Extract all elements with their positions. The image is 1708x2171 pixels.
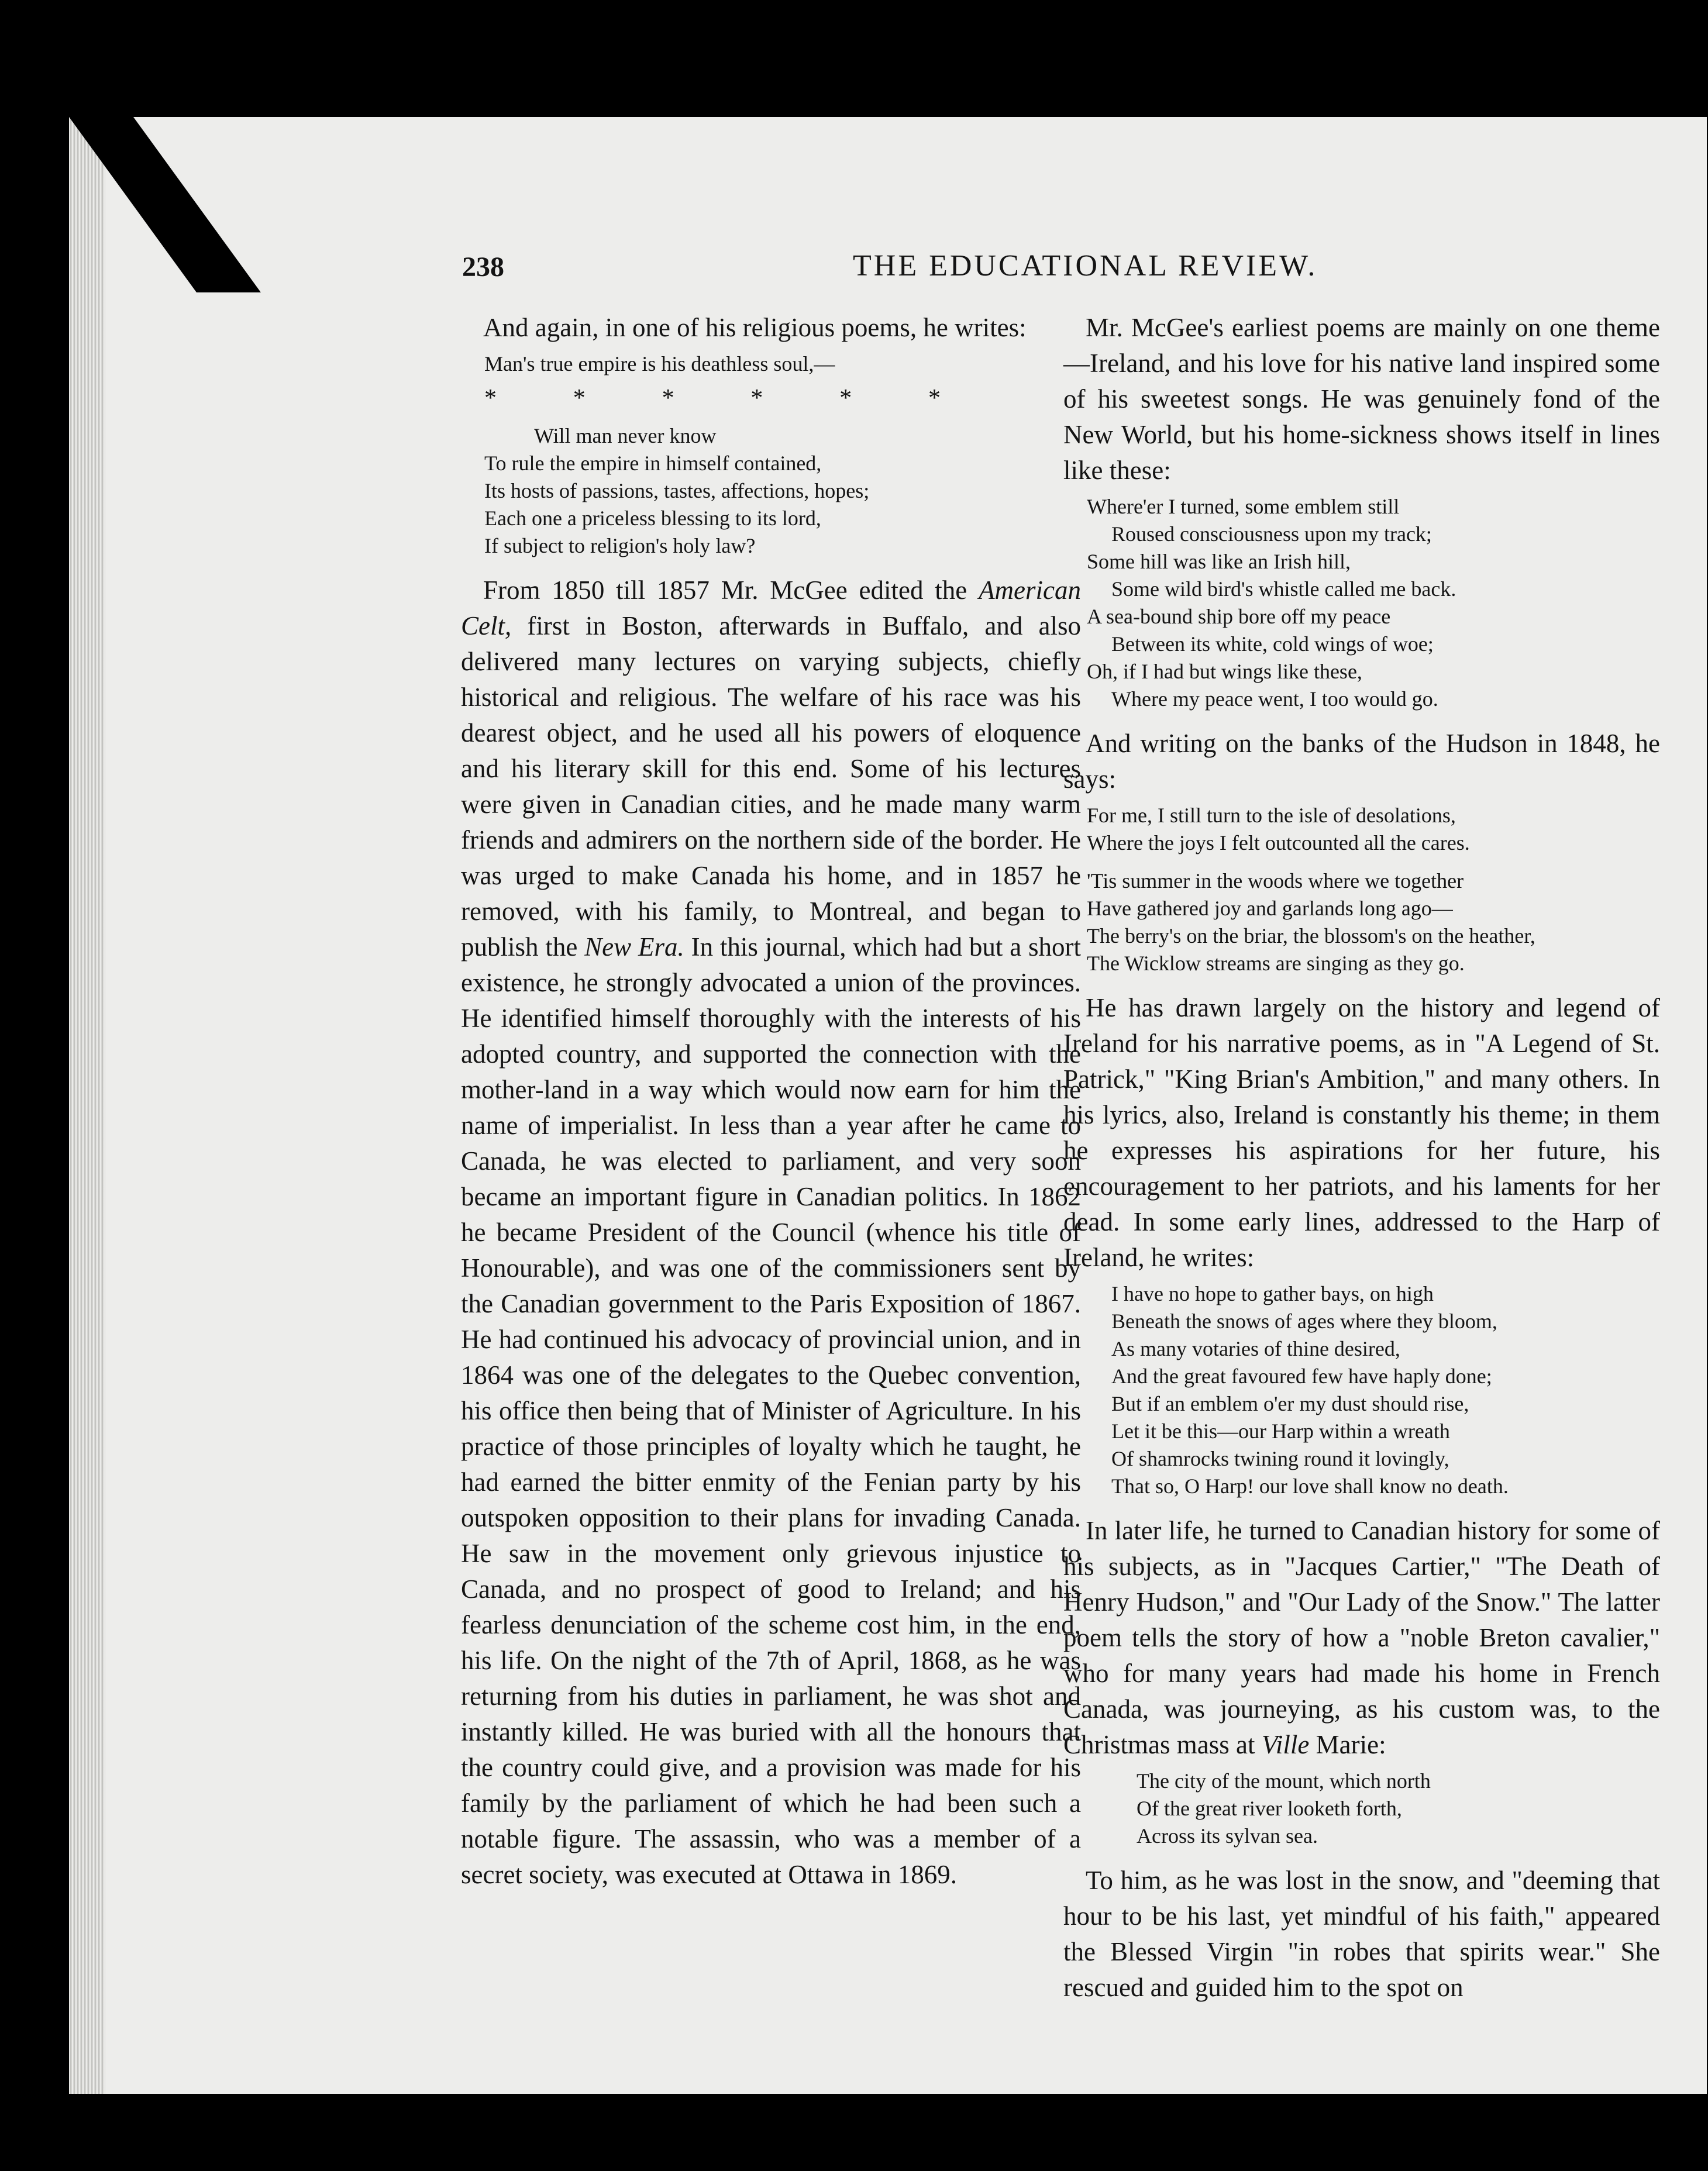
star: *	[662, 385, 674, 412]
stanza-gap	[1063, 857, 1660, 867]
early-poems-paragraph: Mr. McGee's earliest poems are mainly on one theme—Ireland, and his love for his native land inspired some of his sweetest songs. He was genuinely fond of the New World, but his home-sickness shows itself in lines like these:	[1063, 313, 1660, 485]
poem-line: As many votaries of thine desired,	[1111, 1337, 1400, 1360]
star: *	[573, 385, 586, 412]
newspaper-title: American Celt,	[461, 576, 1082, 640]
poem-line: The berry's on the briar, the blossom's on the heather,	[1087, 924, 1535, 947]
poem-line: Where'er I turned, some emblem still	[1087, 495, 1400, 518]
intro-paragraph: And again, in one of his religious poems, he writes:	[483, 313, 1027, 342]
poem-line: The city of the mount, which north	[1137, 1769, 1431, 1793]
book-page	[69, 117, 1707, 2094]
homesickness-poem	[1063, 493, 1660, 713]
poem-line: That so, O Harp! our love shall know no death.	[1111, 1474, 1509, 1498]
poem-line: And the great favoured few have haply done;	[1111, 1364, 1492, 1388]
left-column	[461, 310, 1081, 1897]
poem-line: Where my peace went, I too would go.	[1111, 687, 1438, 711]
poem-line: Some wild bird's whistle called me back.	[1111, 577, 1456, 601]
newspaper-title: New Era.	[584, 932, 684, 962]
star: *	[750, 385, 763, 412]
legend-paragraph: He has drawn largely on the history and legend of Ireland for his narrative poems, as in "A Legend of St. Patrick," "King Brian's Ambition," and many others. In his lyrics, also, Ireland is constantly his theme; in them he expresses his aspirations for her future, his encouragement to her patriots, and his laments for her dead. In some early lines, addressed to the Harp of Ireland, he writes:	[1063, 993, 1660, 1272]
poem-line: Beneath the snows of ages where they bloom,	[1111, 1310, 1497, 1333]
poem-line: A sea-bound ship bore off my peace	[1087, 605, 1391, 628]
place-name: Ville	[1261, 1730, 1310, 1759]
hudson-paragraph: And writing on the banks of the Hudson in 1848, he says:	[1063, 729, 1660, 794]
rescue-paragraph: To him, as he was lost in the snow, and "deeming that hour to be his last, yet mindful of his faith," appeared the Blessed Virgin "in robes that spirits wear." She rescued and guided him to the spot on	[1063, 1866, 1660, 2002]
right-column	[1063, 310, 1660, 2010]
poem-line: I have no hope to gather bays, on high	[1111, 1282, 1434, 1305]
poem-line: 'Tis summer in the woods where we together	[1087, 869, 1464, 892]
star: *	[928, 385, 941, 412]
poem-line: Between its white, cold wings of woe;	[1111, 632, 1434, 656]
text-run: first in Boston, afterwards in Buffalo, and also delivered many lectures on varying subjects, chiefly historical and religious. The welfare of his race was his dearest object, and he used all his powers of eloquence and his literary skill for this end. Some of his lectures were given in Canadian cities, and he made many warm friends and admirers on the northern side of the border. He was urged to make Canada his home, and in 1857 he removed, with his family, to Montreal, and began to publish the	[461, 611, 1081, 962]
text-run: In this journal, which had but a short existence, he strongly advocated a union of the provinces. He identified himself thoroughly with the interests of his adopted country, and supported the connection with the mother-land in a way which would now earn for him the name of imperialist. In less than a year after he came to Canada, he was elected to parliament, and very soon became an important figure in Canadian politics. In 1862 he became President of the Council (whence his title of Honourable), and was one of the commissioners sent by the Canadian government to the Paris Exposition of 1867. He had continued his advocacy of provincial union, and in 1864 was one of the delegates to the Quebec convention, his office then being that of Minister of Agriculture. In his practice of those principles of loyalty which he taught, he had earned the bitter enmity of the Fenian party by his outspoken opposition to their plans for invading Canada. He saw in the movement only grievous injustice to Canada, and no prospect of good to Ireland; and his fearless denunciation of the scheme cost him, in the end, his life. On the night of the 7th of April, 1868, as he was returning from his duties in parliament, he was shot and instantly killed. He was buried with all the honours that the country could give, and a provision was made for his family by the parliament of which he had been such a notable figure. The assassin, who was a member of a secret society, was executed at Ottawa in 1869.	[461, 932, 1082, 1889]
poem-line: Where the joys I felt outcounted all the cares.	[1087, 831, 1470, 854]
page-number: 238	[462, 251, 504, 282]
running-title: THE EDUCATIONAL REVIEW.	[853, 249, 1318, 282]
page-edges	[69, 117, 105, 2094]
poem-line: But if an emblem o'er my dust should rise,	[1111, 1392, 1469, 1415]
religious-poem	[461, 350, 1081, 560]
hudson-poem	[1063, 802, 1660, 977]
poem-line: Man's true empire is his deathless soul,—	[484, 352, 835, 375]
city-poem	[1063, 1767, 1660, 1850]
poem-line: Oh, if I had but wings like these,	[1087, 660, 1362, 683]
text-run: Marie:	[1316, 1730, 1386, 1759]
poem-line: Some hill was like an Irish hill,	[1087, 550, 1351, 573]
text-run: From 1850 till 1857 Mr. McGee edited the	[483, 576, 967, 605]
poem-line: Will man never know	[534, 424, 717, 447]
poem-line: Have gathered joy and garlands long ago—	[1087, 897, 1453, 920]
poem-line: Of the great river looketh forth,	[1137, 1797, 1402, 1820]
ellipsis-stars	[484, 384, 941, 413]
text-run: In later life, he turned to Canadian history for some of his subjects, as in "Jacques Cartier," "The Death of Henry Hudson," and "Our Lady of the Snow." The latter poem tells the story of how a "noble Breton cavalier," who for many years had made his home in French Canada, was journeying, as his custom was, to the Christmas mass at	[1063, 1516, 1660, 1759]
poem-line: Let it be this—our Harp within a wreath	[1111, 1419, 1450, 1443]
poem-line: Each one a priceless blessing to its lord,	[484, 506, 821, 530]
poem-line: Of shamrocks twining round it lovingly,	[1111, 1447, 1449, 1470]
poem-line: To rule the empire in himself contained,	[484, 452, 822, 475]
poem-line: Roused consciousness upon my track;	[1111, 522, 1432, 546]
canadian-history-paragraph	[1063, 1513, 1660, 1763]
harp-poem	[1063, 1280, 1660, 1500]
page-header	[69, 249, 1707, 295]
poem-line: Across its sylvan sea.	[1137, 1824, 1318, 1848]
poem-line: If subject to religion's holy law?	[484, 534, 756, 557]
star: *	[839, 385, 852, 412]
biography-paragraph	[461, 573, 1081, 1893]
star: *	[484, 385, 497, 412]
poem-line: Its hosts of passions, tastes, affections, hopes;	[484, 479, 870, 502]
poem-line: For me, I still turn to the isle of desolations,	[1087, 804, 1456, 827]
poem-line: The Wicklow streams are singing as they go.	[1087, 952, 1465, 975]
